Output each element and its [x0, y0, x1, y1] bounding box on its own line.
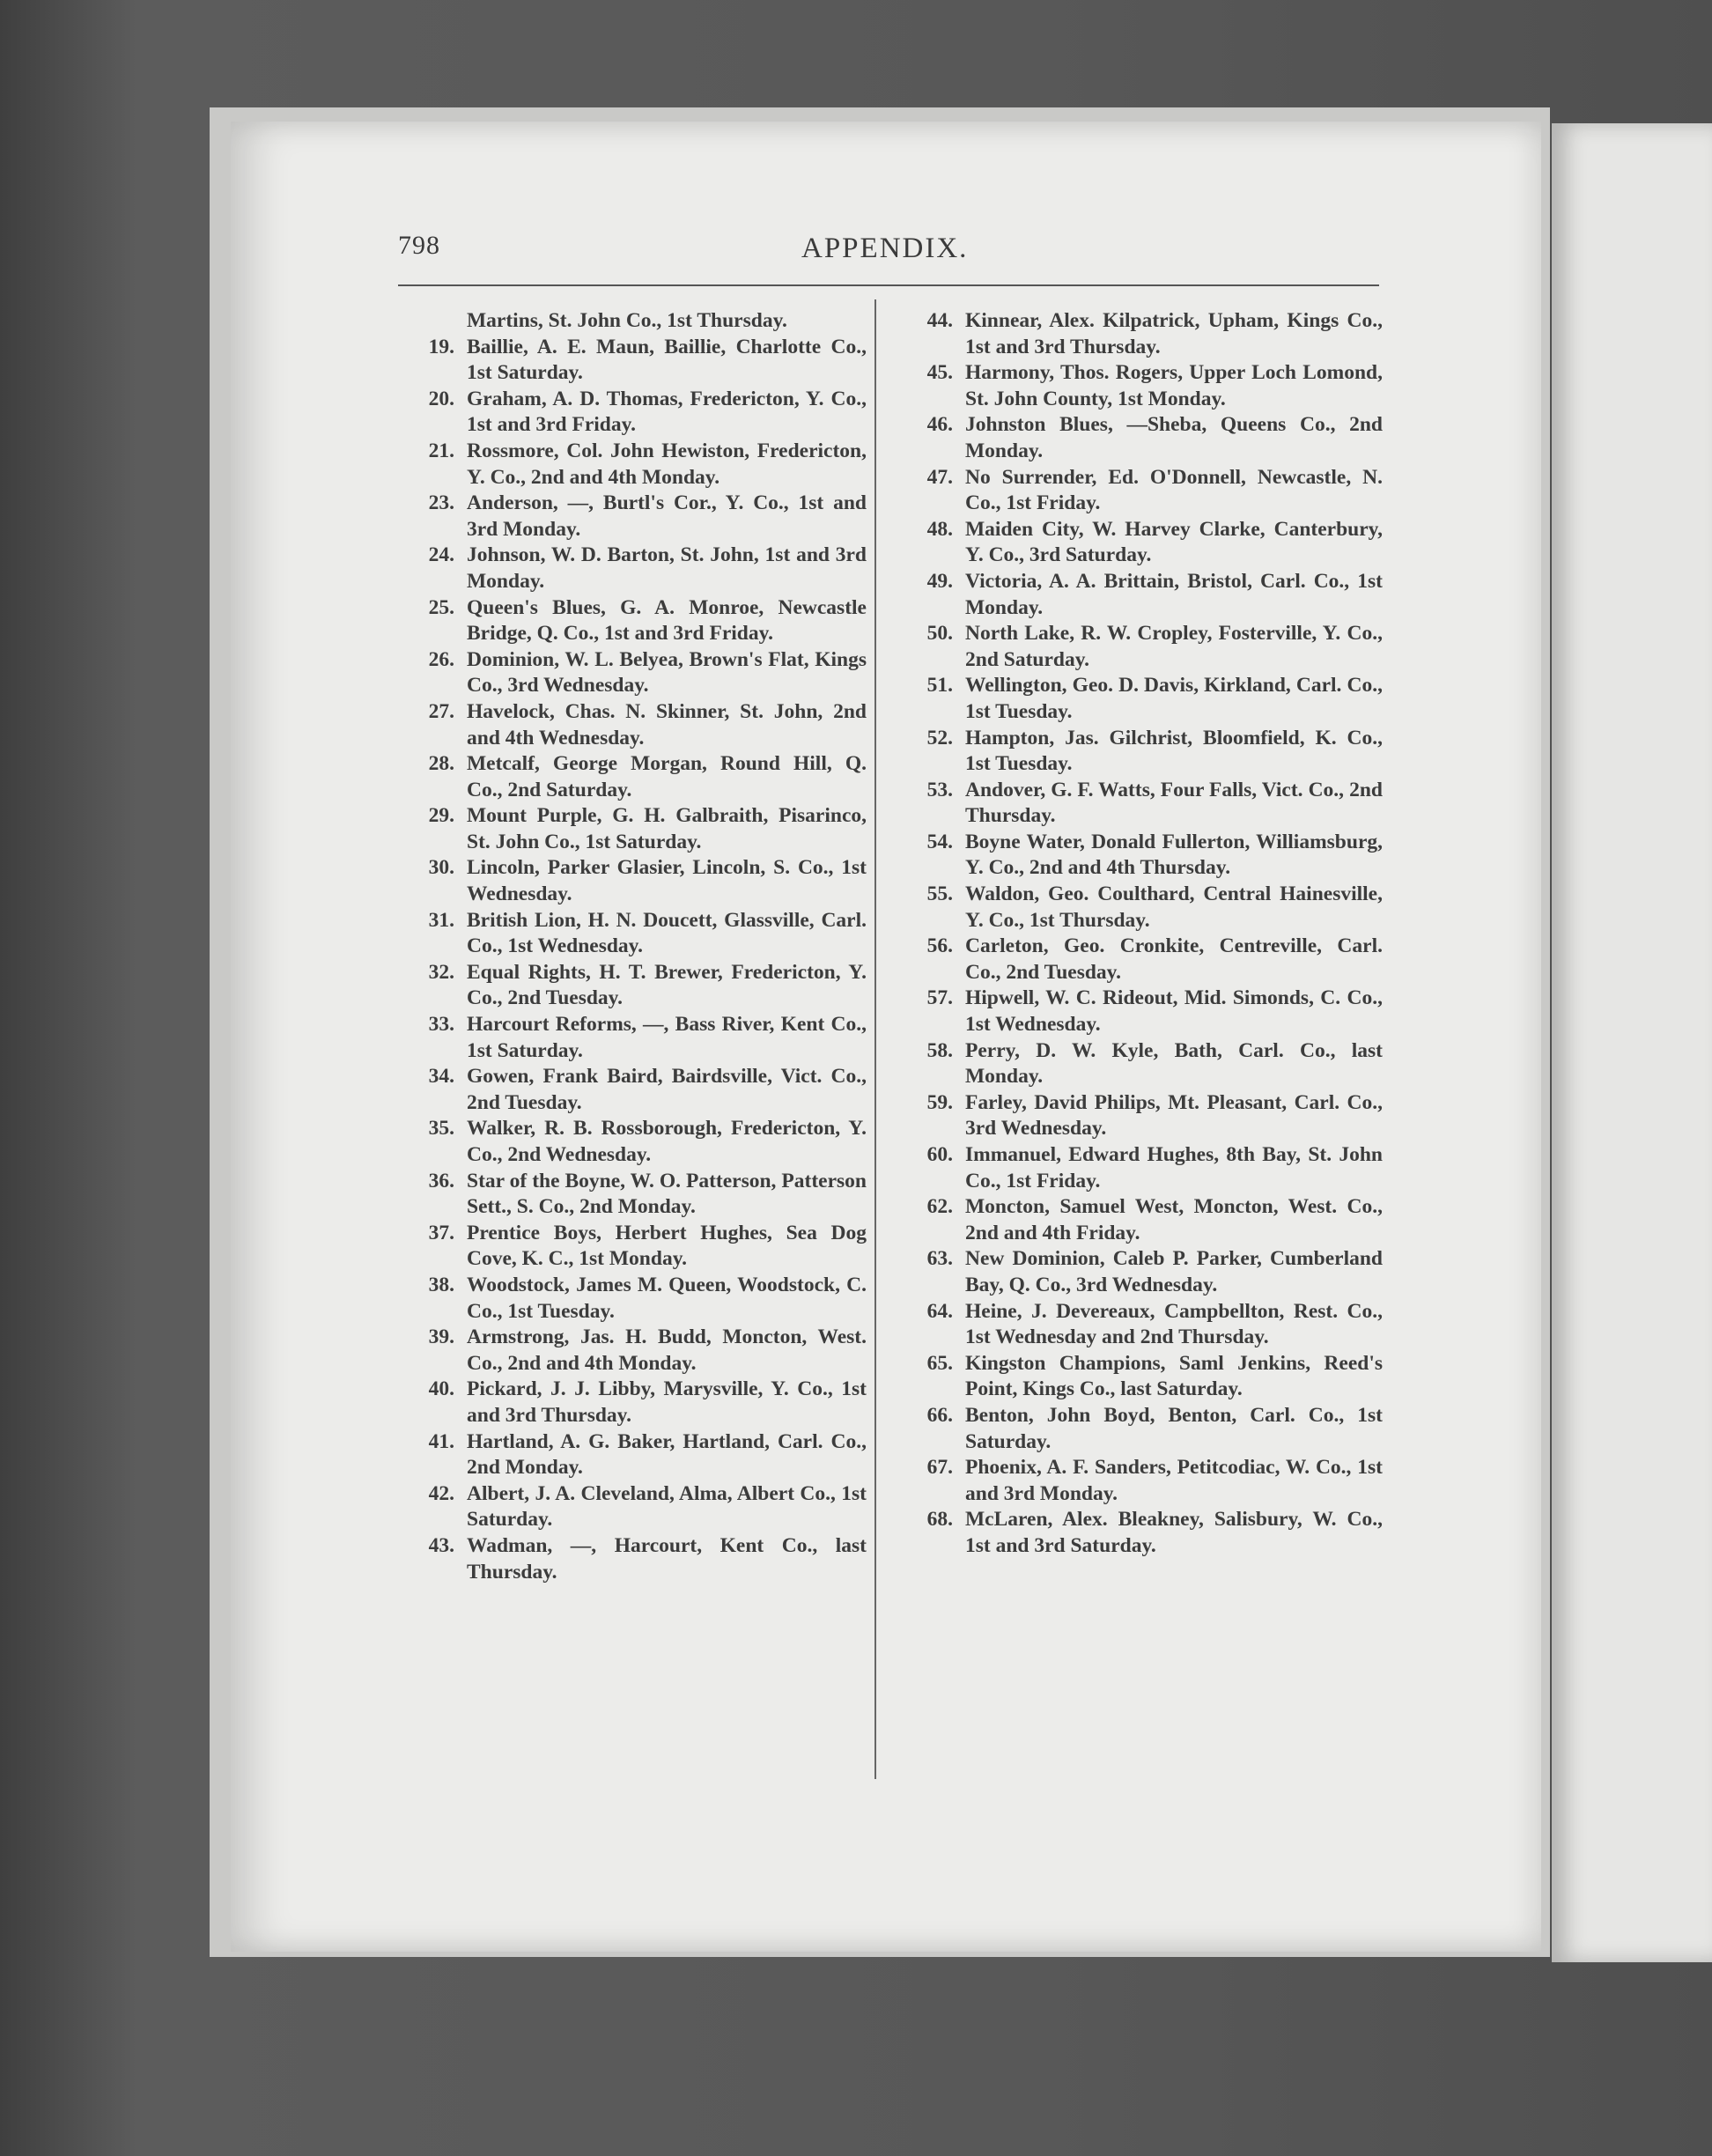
entry-number: 38.: [428, 1273, 454, 1296]
entry-text: Baillie, A. E. Maun, Baillie, Charlotte Co., 1st Saturday.: [467, 335, 867, 385]
page-number: 798: [398, 231, 440, 260]
entry-text: Johnston Blues, —Sheba, Queens Co., 2nd Monday.: [965, 413, 1383, 462]
entry-number: 28.: [428, 752, 454, 776]
entry-text: Heine, J. Devereaux, Campbellton, Rest. Co., 1st Wednesday and 2nd Thursday.: [965, 1299, 1383, 1349]
entry-number: 63.: [926, 1247, 953, 1271]
entry-number: 47.: [926, 465, 953, 489]
lodge-entry: [398, 647, 867, 699]
entry-text: Pickard, J. J. Libby, Marysville, Y. Co., 1st and 3rd Thursday.: [467, 1377, 867, 1427]
entry-number: 45.: [926, 361, 953, 385]
lodge-entry: [897, 1507, 1383, 1559]
lodge-entry: [398, 335, 867, 387]
lodge-entry: [398, 1533, 867, 1585]
entry-text: Havelock, Chas. N. Skinner, St. John, 2nd and 4th Wednesday.: [467, 699, 867, 749]
lodge-entry: [398, 1273, 867, 1325]
entry-number: 67.: [926, 1456, 953, 1480]
entry-text: Benton, John Boyd, Benton, Carl. Co., 1st Saturday.: [965, 1403, 1383, 1453]
lodge-entry: [897, 726, 1383, 778]
lodge-entry: [398, 908, 867, 960]
lodge-entry: [897, 1455, 1383, 1507]
entry-number: 43.: [428, 1533, 454, 1557]
entry-number: 65.: [926, 1351, 953, 1375]
entry-number: 54.: [926, 830, 953, 853]
entry-text: Immanuel, Edward Hughes, 8th Bay, St. John Co., 1st Friday.: [965, 1143, 1383, 1192]
lodge-entry: [897, 778, 1383, 830]
entry-number: 66.: [926, 1403, 953, 1427]
lodge-entry: [398, 751, 867, 803]
lodge-entry: [398, 1429, 867, 1481]
header-rule: [398, 284, 1379, 286]
entry-number: 24.: [428, 543, 454, 567]
entry-number: 64.: [926, 1299, 953, 1323]
entry-text: Dominion, W. L. Belyea, Brown's Flat, Kings Co., 3rd Wednesday.: [467, 647, 867, 698]
entry-text: Moncton, Samuel West, Moncton, West. Co., 2nd and 4th Friday.: [965, 1195, 1383, 1244]
entry-number: 19.: [428, 335, 454, 358]
entry-text: Farley, David Philips, Mt. Pleasant, Carl. Co., 3rd Wednesday.: [965, 1090, 1383, 1141]
lodge-entry: [897, 1090, 1383, 1142]
entry-number: 37.: [428, 1221, 454, 1244]
entry-number: 32.: [428, 960, 454, 984]
lodge-entry: [897, 1299, 1383, 1351]
entry-text: McLaren, Alex. Bleakney, Salisbury, W. Co., 1st and 3rd Saturday.: [965, 1508, 1383, 1557]
lodge-entry: [897, 1194, 1383, 1246]
entry-text: Harcourt Reforms, —, Bass River, Kent Co., 1st Saturday.: [467, 1013, 867, 1062]
entry-number: 62.: [926, 1195, 953, 1219]
entry-text: Victoria, A. A. Brittain, Bristol, Carl. Co., 1st Monday.: [965, 569, 1383, 619]
entry-text: Andover, G. F. Watts, Four Falls, Vict. Co., 2nd Thursday.: [965, 778, 1383, 828]
entry-number: 48.: [926, 517, 953, 541]
lodge-entry: [897, 308, 1383, 360]
entry-number: 68.: [926, 1508, 953, 1532]
right-column: [897, 308, 1383, 1560]
entry-text: Phoenix, A. F. Sanders, Petitcodiac, W. Co., 1st and 3rd Monday.: [965, 1456, 1383, 1505]
entry-number: 51.: [926, 674, 953, 698]
entry-text: Graham, A. D. Thomas, Fredericton, Y. Co., 1st and 3rd Friday.: [467, 387, 867, 437]
entry-text: Maiden City, W. Harvey Clarke, Canterbury, Y. Co., 3rd Saturday.: [965, 517, 1383, 567]
entry-number: 52.: [926, 726, 953, 749]
entry-text: Woodstock, James M. Queen, Woodstock, C. Co., 1st Tuesday.: [467, 1273, 867, 1323]
lodge-entry: [398, 1116, 867, 1168]
entry-text: Waldon, Geo. Coulthard, Central Hainesville, Y. Co., 1st Thursday.: [965, 882, 1383, 932]
entry-text: Gowen, Frank Baird, Bairdsville, Vict. Co., 2nd Tuesday.: [467, 1065, 867, 1114]
entry-number: 33.: [428, 1013, 454, 1037]
lodge-entry: [897, 1351, 1383, 1403]
entry-text: Equal Rights, H. T. Brewer, Fredericton, Y. Co., 2nd Tuesday.: [467, 960, 867, 1010]
lodge-entry: [398, 595, 867, 647]
lodge-entry: [398, 1481, 867, 1533]
entry-text: Kingston Champions, Saml Jenkins, Reed's Point, Kings Co., last Saturday.: [965, 1351, 1383, 1401]
entry-text: Queen's Blues, G. A. Monroe, Newcastle Bridge, Q. Co., 1st and 3rd Friday.: [467, 595, 867, 646]
lodge-entry: [398, 1325, 867, 1377]
lodge-entry: [398, 1064, 867, 1116]
entry-number: 20.: [428, 387, 454, 410]
lodge-entry: [398, 543, 867, 594]
lodge-entry: [897, 1038, 1383, 1090]
lodge-entry: [897, 1246, 1383, 1298]
lodge-entry: [398, 960, 867, 1012]
lodge-entry: [398, 308, 867, 335]
entry-number: 25.: [428, 595, 454, 619]
entry-number: 55.: [926, 882, 953, 906]
lodge-entry: [398, 699, 867, 751]
entry-number: 53.: [926, 778, 953, 801]
entry-text: British Lion, H. N. Doucett, Glassville, Carl. Co., 1st Wednesday.: [467, 908, 867, 958]
entry-number: 57.: [926, 986, 953, 1010]
entry-text: Armstrong, Jas. H. Budd, Moncton, West. Co., 2nd and 4th Monday.: [467, 1325, 867, 1375]
lodge-entry: [897, 621, 1383, 673]
entry-text: Prentice Boys, Herbert Hughes, Sea Dog Cove, K. C., 1st Monday.: [467, 1221, 867, 1271]
entry-number: 46.: [926, 413, 953, 437]
entry-text: Wellington, Geo. D. Davis, Kirkland, Carl. Co., 1st Tuesday.: [965, 674, 1383, 723]
column-divider: [874, 299, 876, 1779]
entry-text: Martins, St. John Co., 1st Thursday.: [467, 309, 787, 332]
lodge-entry: [897, 1403, 1383, 1455]
entry-number: 31.: [428, 908, 454, 932]
entry-text: Boyne Water, Donald Fullerton, Williamsburg, Y. Co., 2nd and 4th Thursday.: [965, 830, 1383, 880]
lodge-entry: [897, 830, 1383, 882]
lodge-entry: [897, 360, 1383, 412]
entry-number: 26.: [428, 647, 454, 671]
lodge-entry: [897, 517, 1383, 569]
lodge-entry: [398, 855, 867, 907]
lodge-entry: [398, 1169, 867, 1221]
entry-text: North Lake, R. W. Cropley, Fosterville, Y. Co., 2nd Saturday.: [965, 622, 1383, 671]
lodge-entry: [398, 491, 867, 543]
entry-number: 39.: [428, 1325, 454, 1349]
entry-number: 30.: [428, 856, 454, 880]
entry-text: Mount Purple, G. H. Galbraith, Pisarinco, St. John Co., 1st Saturday.: [467, 804, 867, 853]
entry-text: Albert, J. A. Cleveland, Alma, Albert Co., 1st Saturday.: [467, 1481, 867, 1532]
entry-number: 29.: [428, 804, 454, 828]
entry-number: 44.: [926, 309, 953, 332]
entry-text: Kinnear, Alex. Kilpatrick, Upham, Kings Co., 1st and 3rd Thursday.: [965, 309, 1383, 358]
entry-text: Hartland, A. G. Baker, Hartland, Carl. Co., 2nd Monday.: [467, 1429, 867, 1480]
entry-number: 58.: [926, 1038, 953, 1062]
lodge-entry: [398, 387, 867, 439]
lodge-entry: [398, 439, 867, 491]
entry-text: Walker, R. B. Rossborough, Fredericton, Y. Co., 2nd Wednesday.: [467, 1117, 867, 1166]
entry-text: Metcalf, George Morgan, Round Hill, Q. Co., 2nd Saturday.: [467, 752, 867, 801]
lodge-entry: [398, 803, 867, 855]
lodge-entry: [897, 934, 1383, 986]
entry-text: Perry, D. W. Kyle, Bath, Carl. Co., last Monday.: [965, 1038, 1383, 1089]
entry-number: 60.: [926, 1143, 953, 1166]
lodge-entry: [897, 569, 1383, 621]
entry-text: Johnson, W. D. Barton, St. John, 1st and 3rd Monday.: [467, 543, 867, 593]
facing-page-edge: [1552, 123, 1712, 1962]
entry-number: 35.: [428, 1117, 454, 1141]
entry-number: 42.: [428, 1481, 454, 1505]
lodge-entry: [398, 1012, 867, 1064]
entry-text: Rossmore, Col. John Hewiston, Fredericton, Y. Co., 2nd and 4th Monday.: [467, 439, 867, 489]
lodge-entry: [897, 986, 1383, 1037]
running-head: APPENDIX.: [801, 233, 969, 264]
entry-number: 36.: [428, 1169, 454, 1192]
entry-number: 34.: [428, 1065, 454, 1089]
left-column: [398, 308, 867, 1585]
entry-text: Carleton, Geo. Cronkite, Centreville, Carl. Co., 2nd Tuesday.: [965, 934, 1383, 984]
entry-number: 49.: [926, 569, 953, 593]
entry-text: Lincoln, Parker Glasier, Lincoln, S. Co., 1st Wednesday.: [467, 856, 867, 906]
entry-text: Hampton, Jas. Gilchrist, Bloomfield, K. Co., 1st Tuesday.: [965, 726, 1383, 776]
lodge-entry: [897, 412, 1383, 464]
entry-number: 50.: [926, 622, 953, 646]
entry-text: Hipwell, W. C. Rideout, Mid. Simonds, C. Co., 1st Wednesday.: [965, 986, 1383, 1037]
entry-number: 21.: [428, 439, 454, 462]
lodge-entry: [398, 1221, 867, 1273]
lodge-entry: [897, 882, 1383, 934]
entry-number: 23.: [428, 491, 454, 515]
entry-text: Anderson, —, Burtl's Cor., Y. Co., 1st and 3rd Monday.: [467, 491, 867, 541]
entry-text: New Dominion, Caleb P. Parker, Cumberland Bay, Q. Co., 3rd Wednesday.: [965, 1247, 1383, 1296]
entry-number: 59.: [926, 1090, 953, 1114]
entry-text: No Surrender, Ed. O'Donnell, Newcastle, N. Co., 1st Friday.: [965, 465, 1383, 515]
entry-number: 56.: [926, 934, 953, 958]
entry-text: Harmony, Thos. Rogers, Upper Loch Lomond, St. John County, 1st Monday.: [965, 361, 1383, 410]
entry-text: Star of the Boyne, W. O. Patterson, Patterson Sett., S. Co., 2nd Monday.: [467, 1169, 867, 1219]
lodge-entry: [897, 673, 1383, 725]
entry-text: Wadman, —, Harcourt, Kent Co., last Thursday.: [467, 1533, 867, 1584]
lodge-entry: [897, 465, 1383, 517]
entry-number: 27.: [428, 699, 454, 723]
entry-number: 41.: [428, 1429, 454, 1453]
lodge-entry: [398, 1377, 867, 1429]
lodge-entry: [897, 1142, 1383, 1194]
entry-number: 40.: [428, 1377, 454, 1401]
